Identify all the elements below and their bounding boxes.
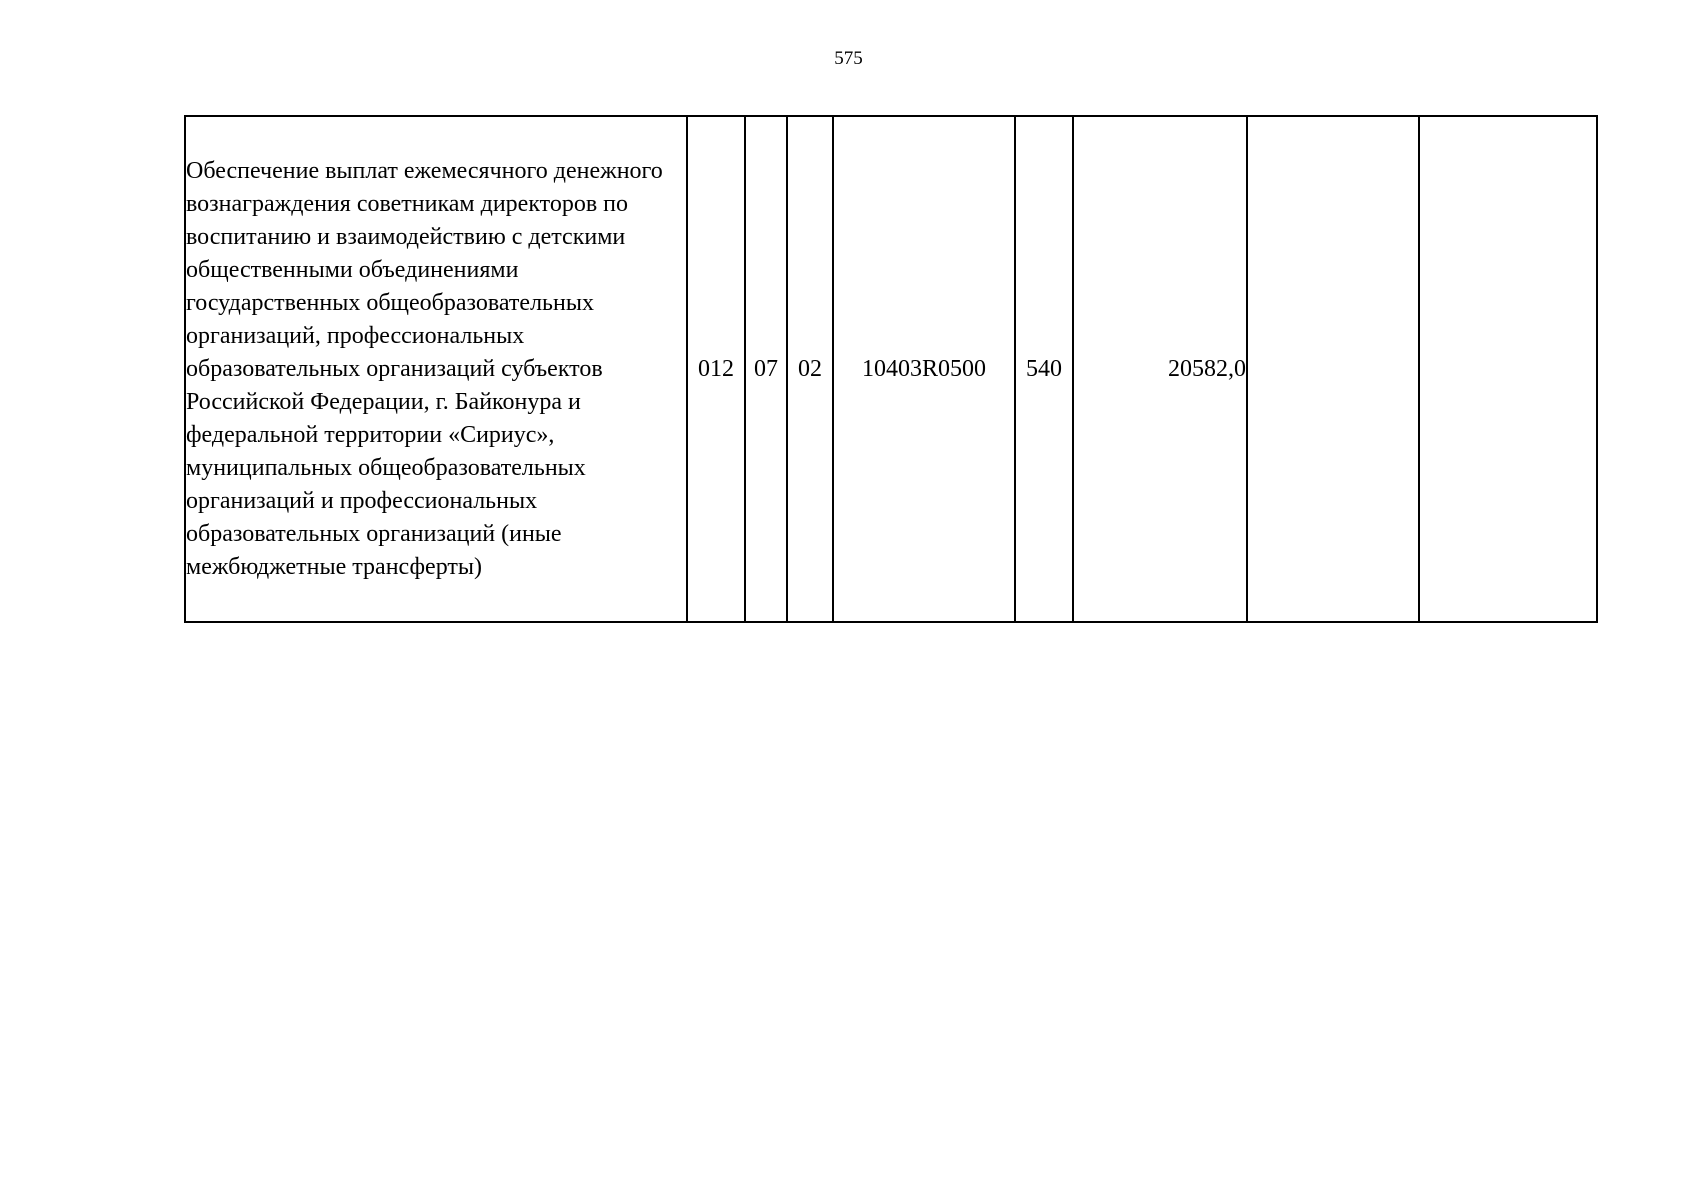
budget-table: [184, 115, 1598, 623]
ministry-code-cell: 012: [687, 116, 745, 622]
section-code-cell: 07: [745, 116, 787, 622]
target-article-cell: 10403R0500: [833, 116, 1015, 622]
row-description-cell: Обеспечение выплат ежемесячного денежного вознаграждения советникам директоров по воспитанию и взаимодействию с детскими общественными объединениями государственных общеобразовательных организаций, профессиональных образовательных организаций субъектов Российской Федерации, г. Байконура и федеральной территории «Сириус», муниципальных общеобразовательных организаций и профессиональных образовательных организаций (иные межбюджетные трансферты): [185, 116, 687, 622]
amount-3-cell: [1419, 116, 1597, 622]
amount-1-cell: 20582,0: [1073, 116, 1247, 622]
expense-type-cell: 540: [1015, 116, 1073, 622]
subsection-code-cell: 02: [787, 116, 833, 622]
table-row: [185, 116, 1597, 622]
page-number: 575: [834, 48, 863, 69]
amount-2-cell: [1247, 116, 1419, 622]
